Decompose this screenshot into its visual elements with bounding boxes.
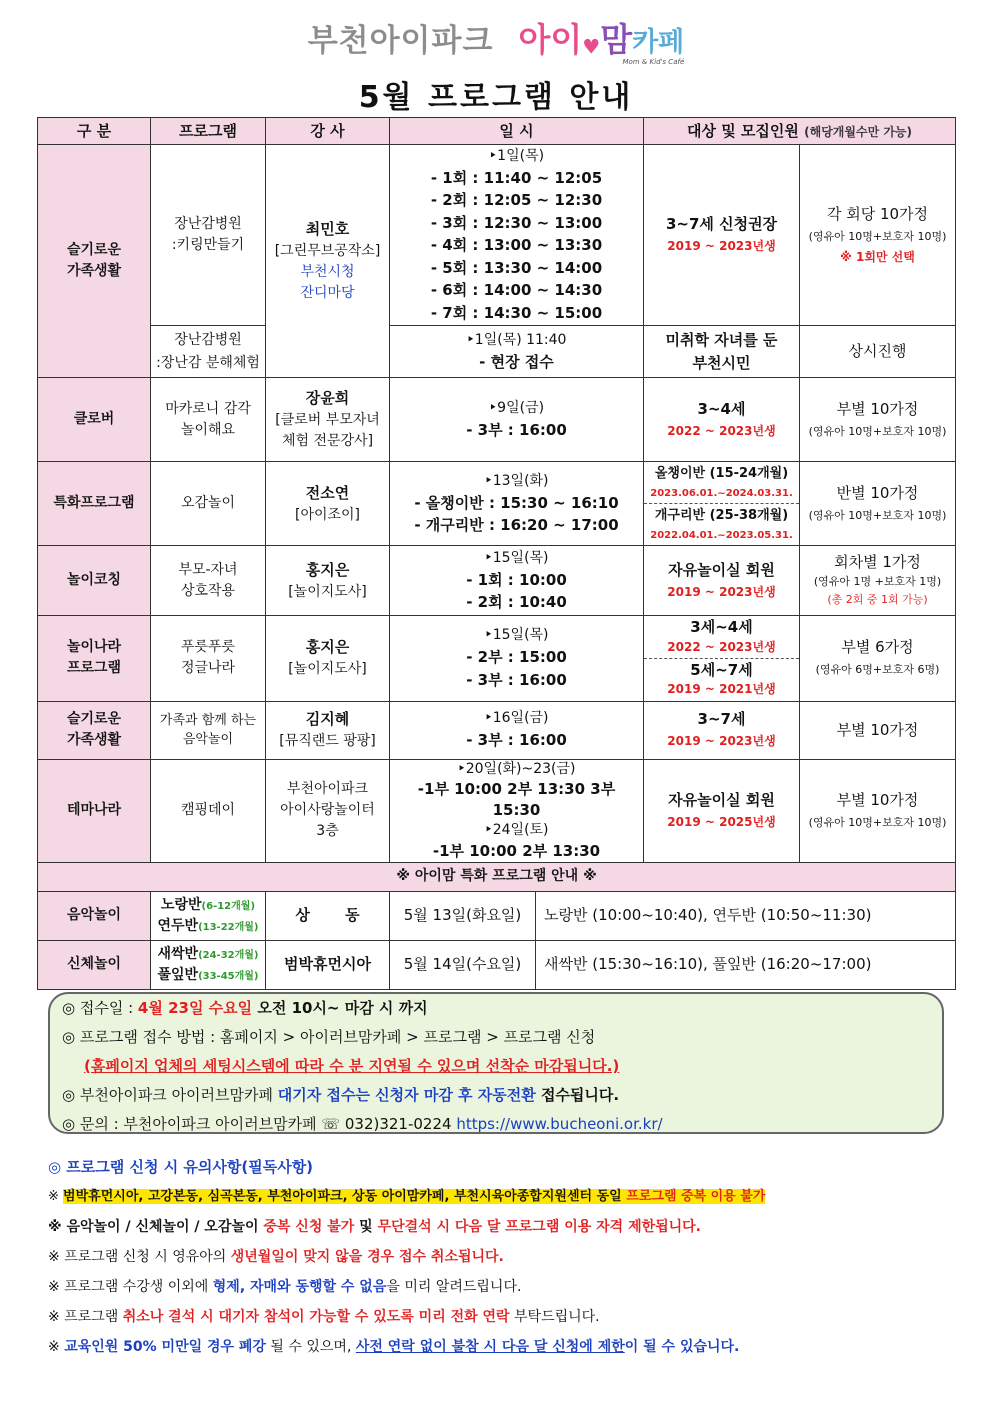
category-cell: 슬기로운 가족생활 [38,145,151,378]
schedule-cell: 5월 13일(화요일) 노랑반 (10:00~10:40), 연두반 (10:50~11:30) [390,891,956,940]
target-cell: 미취학 자녀를 둔 부천시민 [644,326,800,378]
target-cell: 3~7세 신청권장 2019 ~ 2023년생 [644,145,800,326]
datetime-cell: ‣13일(화) - 올챙이반 : 15:30 ~ 16:10 - 개구리반 : 16:20 ~ 17:00 [390,462,644,546]
table-row [38,378,956,462]
logo-ai: 아이 [518,20,583,59]
instructor-cell: 홍지은 [놀이지도사] [266,546,390,616]
park-name: 부천아이파크 [307,22,494,59]
category-cell: 클로버 [38,378,151,462]
instructor-cell: 김지혜 [뮤직랜드 팡팡] [266,701,390,759]
class-cell: 새싹반(24-32개월) 풀잎반(33-45개월) [151,940,266,989]
category-cell: 음악놀이 [38,891,151,940]
table-row [38,462,956,546]
program-cell: 장난감병원 :키링만들기 [151,145,266,326]
caution-item: ※ 교육인원 50% 미만일 경우 폐강 될 수 있으며, 사전 연락 없이 불참 시 다음 달 신청에 제한이 될 수 있습니다. [48,1339,740,1355]
datetime-cell: ‣1일(목) - 1회 : 11:40 ~ 12:05 - 2회 : 12:05 ~ 12:30 - 3회 : 12:30 ~ 13:00 - 4회 : 13:00 ~ 13:30 - 5회 : 13:30 ~ 14:00 - 6회 : 14:00 ~ 14:30 - 7회 : 14:30 ~ 15:00 [390,145,644,326]
program-table [37,117,956,990]
notice-line-contact: ◎ 문의 : 부천아이파크 아이러브맘카페 ☏ 032)321-0224 https://www.bucheoni.or.kr/ [62,1115,663,1133]
program-cell: 오감놀이 [151,462,266,546]
datetime-cell: ‣9일(금) - 3부 : 16:00 [390,378,644,462]
page-title: 5월 프로그램 안내 [358,80,634,115]
special-band: ※ 아이맘 특화 프로그램 안내 ※ [38,862,956,891]
heart-icon: ♥ [582,34,601,59]
capacity-cell: 부별 10가정 (영유아 10명+보호자 10명) [800,378,956,462]
capacity-cell: 부별 10가정 [800,701,956,759]
program-cell: 부모-자녀 상호작용 [151,546,266,616]
target-cell: 3~7세 2019 ~ 2023년생 [644,701,800,759]
instructor-cell: 상 동 [266,891,390,940]
program-cell: 마카로니 감각 놀이해요 [151,378,266,462]
table-row [38,701,956,759]
schedule-cell: 5월 14일(수요일) 새싹반 (15:30~16:10), 풀잎반 (16:20~17:00) [390,940,956,989]
notice-line-waitlist: ◎ 부천아이파크 아이러브맘카페 대기자 접수는 신청자 마감 후 자동전환 접수됩니다. [62,1086,620,1104]
datetime-cell: ‣20일(화)~23(금) -1부 10:00 2부 13:30 3부 15:30 ‣24일(토) -1부 10:00 2부 13:30 [390,759,644,862]
notice-line-method: ◎ 프로그램 접수 방법 : 홈페이지 > 아이러브맘카페 > 프로그램 > 프로그램 신청 [62,1028,596,1046]
col-header-instructor: 강 사 [266,118,390,145]
instructor-cell: 장윤희 [클로버 부모자녀 체험 전문강사] [266,378,390,462]
col-header-program: 프로그램 [151,118,266,145]
category-cell: 놀이나라 프로그램 [38,616,151,701]
target-cell: 올챙이반 (15-24개월) 2023.06.01.~2024.03.31. 개구리반 (25-38개월) 2022.04.01.~2023.05.31. [644,462,800,546]
datetime-cell: ‣15일(목) - 1회 : 10:00 - 2회 : 10:40 [390,546,644,616]
category-cell: 슬기로운 가족생활 [38,701,151,759]
logo-kape: 카페 [632,27,685,58]
table-row [38,546,956,616]
program-cell: 푸릇푸릇 정글나라 [151,616,266,701]
table-row [38,891,956,940]
category-cell: 특화프로그램 [38,462,151,546]
program-cell: 가족과 함께 하는 음악놀이 [151,701,266,759]
category-cell: 놀이코칭 [38,546,151,616]
instructor-cell: 전소연 [아이조이] [266,462,390,546]
instructor-cell: 부천아이파크 아이사랑놀이터 3층 [266,759,390,862]
capacity-cell: 부별 10가정 (영유아 10명+보호자 10명) [800,759,956,862]
instructor-cell: 범박휴먼시아 [266,940,390,989]
class-cell: 노랑반(6-12개월) 연두반(13-22개월) [151,891,266,940]
datetime-cell: ‣16일(금) - 3부 : 16:00 [390,701,644,759]
table-header-row [38,118,956,145]
target-cell: 3세~4세 2022 ~ 2023년생 5세~7세 2019 ~ 2021년생 [644,616,800,701]
special-band-row [38,862,956,891]
caution-item: ※ 프로그램 취소나 결석 시 대기자 참석이 가능할 수 있도록 미리 전화 연락 부탁드립니다. [48,1309,600,1325]
category-cell: 신체놀이 [38,940,151,989]
logo-subtitle: Mom & Kid's Café [622,58,685,66]
program-cell: 캠핑데이 [151,759,266,862]
table-row [38,326,956,378]
caution-item: ※ 프로그램 수강생 이외에 형제, 자매와 동행할 수 없음을 미리 알려드립니다. [48,1279,522,1295]
target-cell: 3~4세 2022 ~ 2023년생 [644,378,800,462]
target-cell: 자유놀이실 회원 2019 ~ 2025년생 [644,759,800,862]
instructor-cell: 홍지은 [놀이지도사] [266,616,390,701]
col-header-datetime: 일 시 [390,118,644,145]
program-cell: 장난감병원 :장난감 분해체험 [151,326,266,378]
caution-item: ※ 음악놀이 / 신체놀이 / 오감놀이 중복 신청 불가 및 무단결석 시 다음 달 프로그램 이용 자격 제한됩니다. [48,1219,702,1235]
cafe-logo [518,14,685,66]
col-header-target: 대상 및 모집인원 (해당개월수만 가능) [644,118,956,145]
table-row [38,940,956,989]
page-header [0,14,992,66]
target-cell: 자유놀이실 회원 2019 ~ 2023년생 [644,546,800,616]
col-header-category: 구 분 [38,118,151,145]
notice-line-delay: (홈페이지 업체의 세팅시스템에 따라 수 분 지연될 수 있으며 선착순 마감됩니다.) [84,1057,620,1075]
notice-box [48,992,944,1134]
caution-item: ※ 프로그램 신청 시 영유아의 생년월일이 맞지 않을 경우 접수 취소됩니다. [48,1249,504,1265]
datetime-cell: ‣15일(목) - 2부 : 15:00 - 3부 : 16:00 [390,616,644,701]
caution-item: ※ 범박휴먼시아, 고강본동, 심곡본동, 부천아이파크, 상동 아이맘카페, 부천시육아종합지원센터 동일 프로그램 중복 이용 불가 [48,1189,766,1204]
category-cell: 테마나라 [38,759,151,862]
capacity-cell: 회차별 1가정 (영유아 1명 +보호자 1명) (총 2회 중 1회 가능) [800,546,956,616]
capacity-cell: 각 회당 10가정 (영유아 10명+보호자 10명) ※ 1회만 선택 [800,145,956,326]
table-row [38,145,956,326]
datetime-cell: ‣1일(목) 11:40 - 현장 접수 [390,326,644,378]
logo-mam: 맘 [600,20,633,59]
table-row [38,759,956,862]
caution-section [48,1152,948,1362]
instructor-cell: 최민호 [그린무브공작소] 부천시청 잔디마당 [266,145,390,378]
homepage-link[interactable]: https://www.bucheoni.or.kr/ [456,1115,663,1133]
table-row [38,616,956,701]
caution-heading: ◎ 프로그램 신청 시 유의사항(필독사항) [48,1158,314,1176]
capacity-cell: 반별 10가정 (영유아 10명+보호자 10명) [800,462,956,546]
capacity-cell: 상시진행 [800,326,956,378]
notice-line-date: ◎ 접수일 : 4월 23일 수요일 오전 10시~ 마감 시 까지 [62,999,428,1017]
capacity-cell: 부별 6가정 (영유아 6명+보호자 6명) [800,616,956,701]
